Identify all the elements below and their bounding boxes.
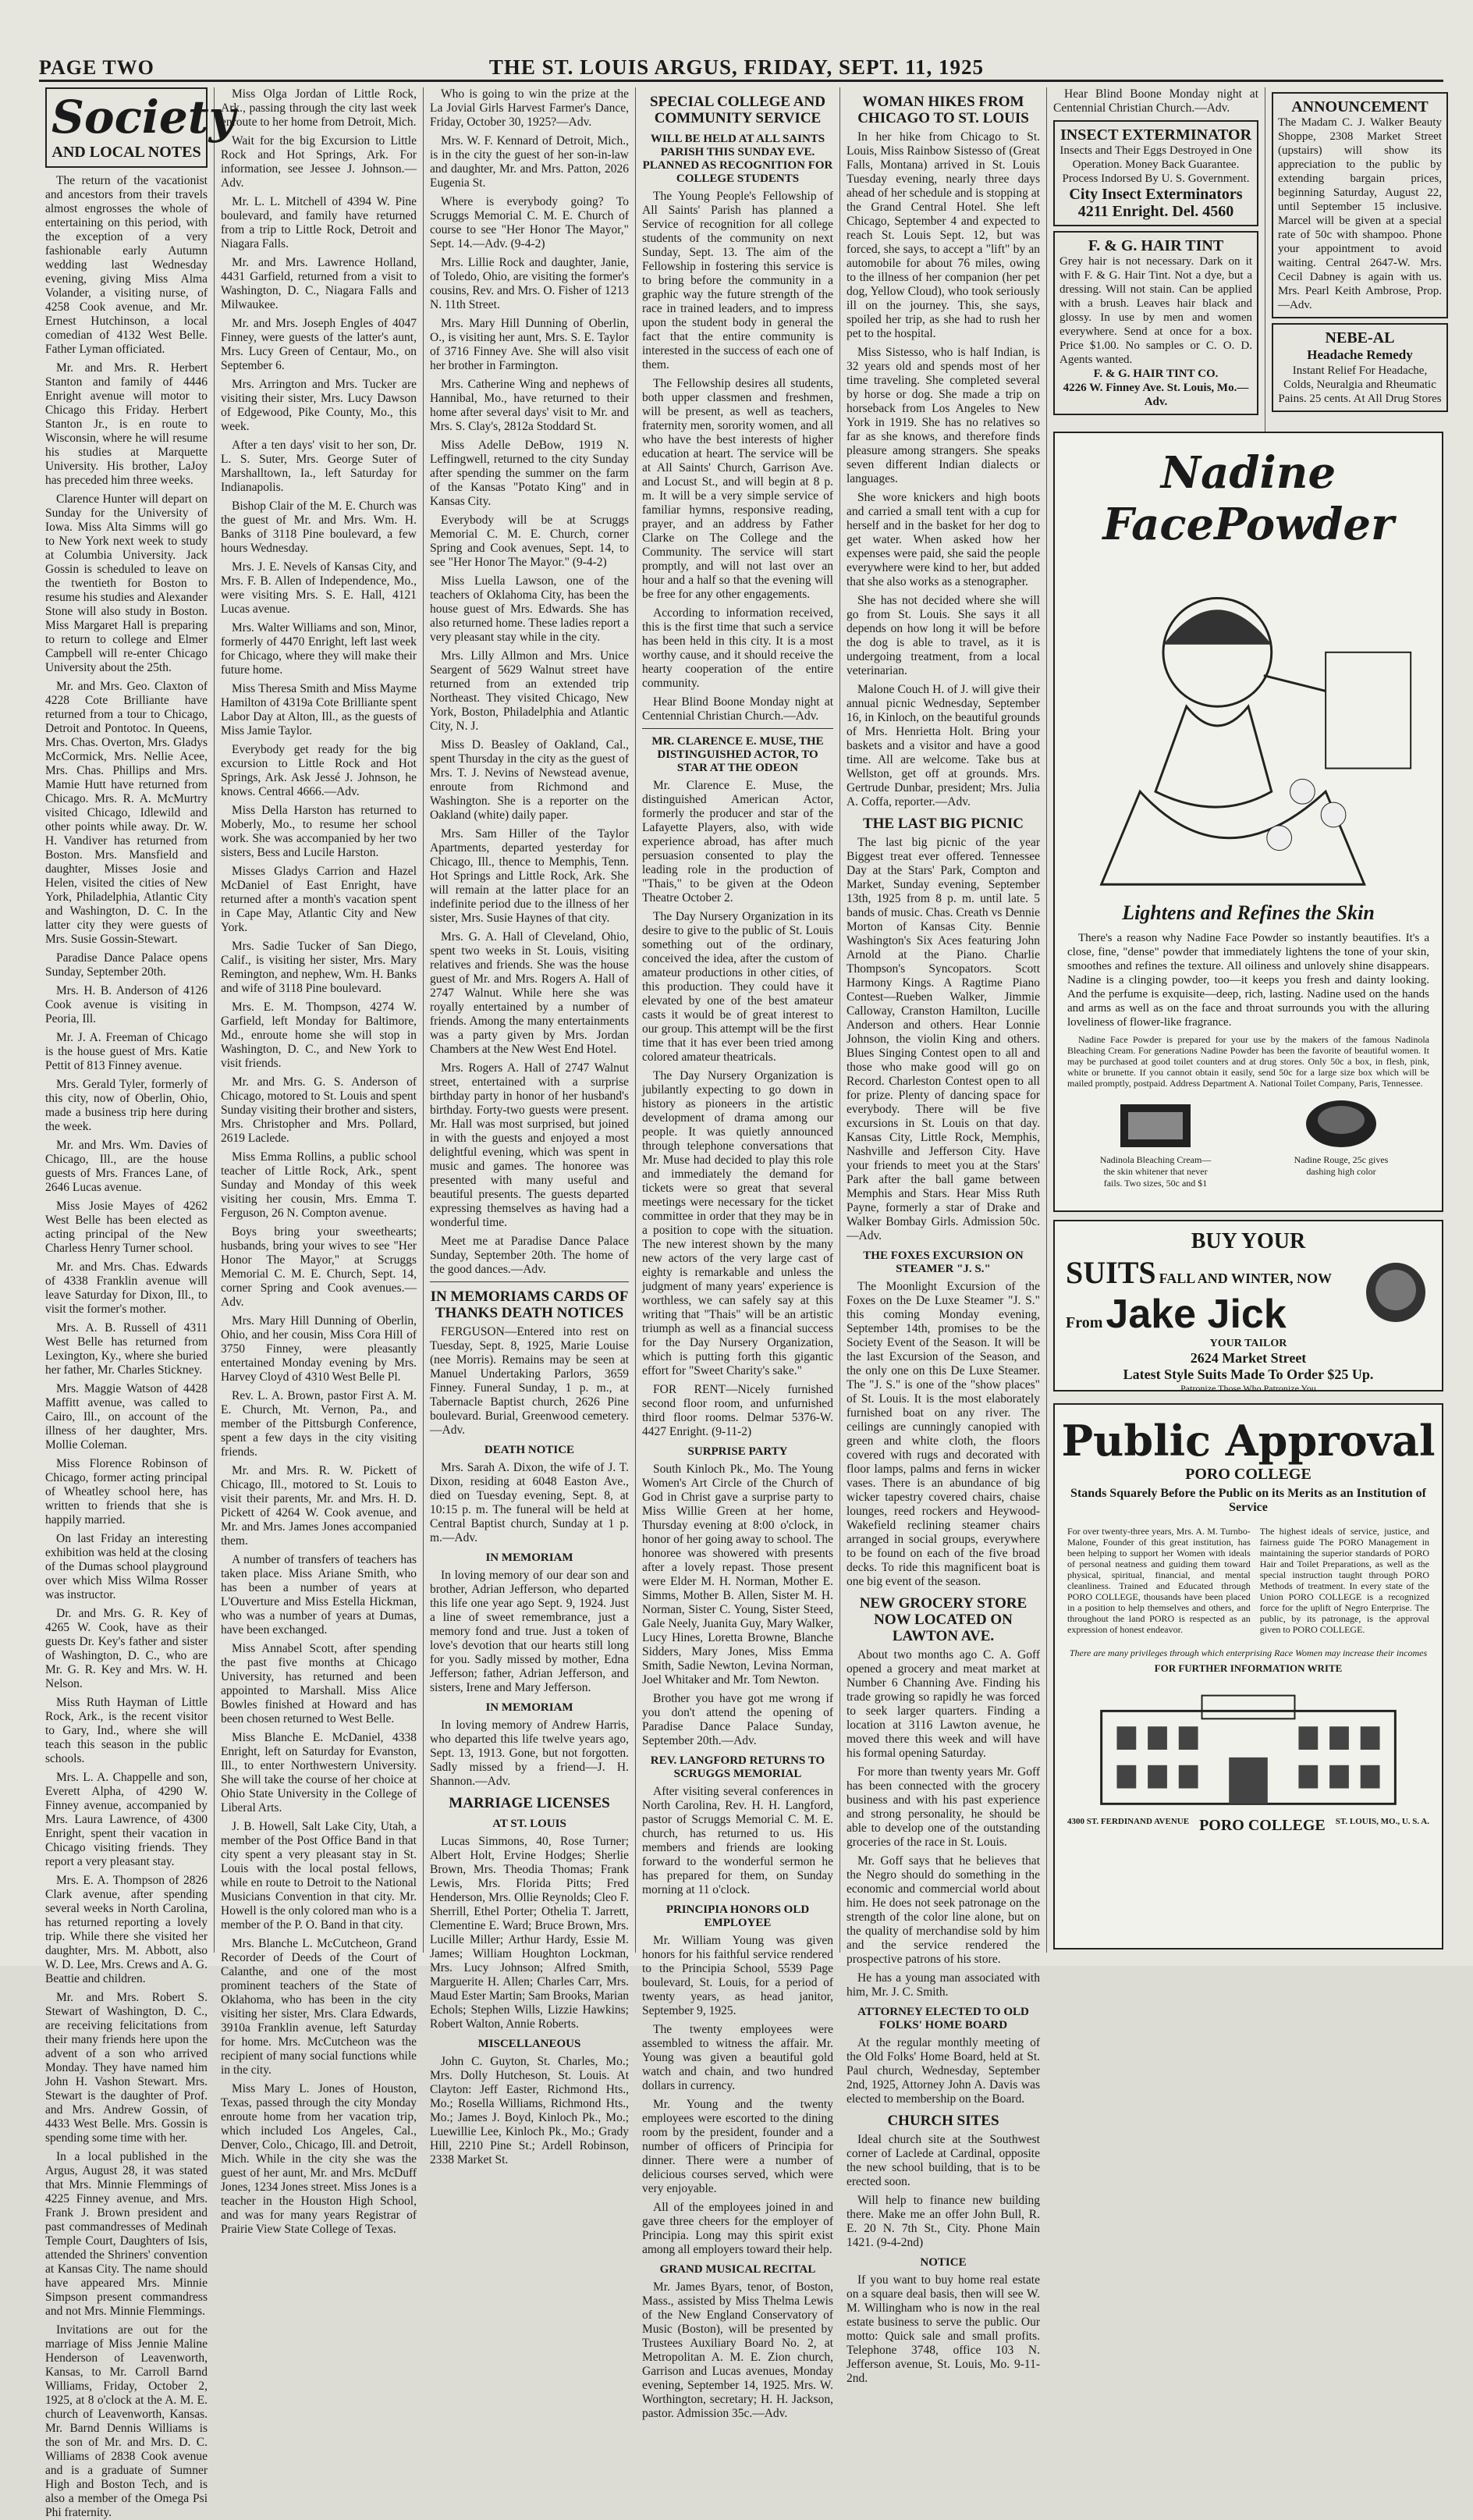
nebe-subtitle: Headache Remedy: [1307, 347, 1413, 362]
in-memoriam-heading: IN MEMORIAM: [485, 1551, 573, 1564]
nadine-face-powder-ad: [1053, 432, 1443, 1212]
news-item: Mr. and Mrs. Wm. Davies of Chicago, Ill., are the house guests of Mrs. Frances Lane, of 2646 Lucas avenue.: [45, 1139, 208, 1194]
notice-text: If you want to buy home real estate on a square deal basis, then will see W. M. Willingham who is now in the real estate business to serve the public. Our motto: Quick sale and small profits. Telephone 3748, office 103 N. Jefferson avenue, St. Louis, Mo. 9-11-2nd.: [847, 2273, 1040, 2385]
marriage-licenses: Lucas Simmons, 40, Rose Turner; Albert Holt, Ervine Hodges; Sherlie Brown, Mrs. Theodia Thomas; Frank Lewis, Mrs. Florida Pitts; Fred Henderson, Mrs. Ollie Reynolds; Cleo F. Sherrill, Ethel Porter; Othelia T. Jarrett, Clementine E. Ward; Bruce Brown, Mrs. Lucille Miller; Arthur Hardy, Essie M. James; William Houghton Lockman, Mrs. Lucy Johnson; Alfred Smith, Marguerite H. Allen; Charles Carr, Mrs. Maud Ester Martin; Sam Brooks, Marian Echols; Stephen Wills, Lizzie Hawkins; Robert Walton, Annie Roberts.: [430, 1835, 629, 2031]
news-item: J. B. Howell, Salt Lake City, Utah, a member of the Post Office Band in that city spent a very pleasant stay in St. Louis with the local postal fellows, while en route to Detroit to the National Musicians Convention in that city. Mr. Howell is the only colored man who is a member of the P. O. Band in that city.: [221, 1820, 417, 1932]
article-paragraph: The Day Nursery Organization is jubilantly expecting to go down in history as pioneers in the artistic development of drama among our people. It was quietly announced through telephone conversations that Mr. Muse had decided to play this role and immediately the demand for tickets were so great that several meetings were necessary for the ticket committee in order that they may be in a position to cope with the situation. The new interest shown by the many new actors of the very large cast of eighty is remarkable and unless the judgment of many years' experience is worthless, we can safely say at this writing that "Thais" will be an artistic triumph as well as a financial success for the Day Nursery Organization, which is putting forth this gigantic effort for "Sweet Charity's sake.": [642, 1069, 833, 1377]
news-item: Miss Theresa Smith and Miss Mayme Hamilton of 4319a Cote Brilliante spent Labor Day at Alton, Ill., as the guests of Miss Jamie Taylor.: [221, 682, 417, 738]
memoriam-ferguson: FERGUSON—Entered into rest on Tuesday, Sept. 8, 1925, Marie Louise (nee Morris). Remains may be seen at Manuel Undertaking Parlors, 3659 Finney. Funeral Sunday, 1 p. m., at Tabernacle Baptist church, 2626 Pine boulevard. Burial, Greenwood cemetery.—Adv.: [430, 1325, 629, 1437]
article-paragraph: Miss Sistesso, who is half Indian, is 32 years old and spends most of her time traveling. She completed several by horse or dog. She made a trip on horseback from Los Angeles to New York in 1919. She has no relatives so far as she knows, and therefore finds pleasure among strangers. She speaks seven different Indian dialects or languages.: [847, 346, 1040, 485]
news-item: Boys bring your sweethearts; husbands, bring your wives to see "Her Honor The Mayor," at Scruggs Memorial C. M. E. Church, Sept. 14, corner Spring and Cook avenues.—Adv.: [221, 1225, 417, 1309]
poro-college-name: PORO COLLEGE: [1185, 1466, 1312, 1483]
article-paragraph: He has a young man associated with him, Mr. J. C. Smith.: [847, 1971, 1040, 1999]
news-item: The return of the vacationist and ancestors from their travels almost engrosses the whole of entertaining on this period, with the exception of a very fashionable early Autumn wedding last Wednesday evening, giving Miss Alma Volander, a visiting nurse, of 4258 Cook avenue, and Mr. Ernest Hutchinson, a local comedian of 4132 West Belle. Father Lyman officiated.: [45, 174, 208, 356]
poro-title: Public Approval: [1061, 1416, 1436, 1466]
news-item: Mrs. Sadie Tucker of San Diego, Calif., is visiting her sister, Mrs. Mary Remington, and nephew, Wm. H. Banks and wife of 3118 Pine boulevard.: [221, 940, 417, 995]
nebe-title: NEBE-AL: [1325, 329, 1395, 347]
headline-college-service: SPECIAL COLLEGE AND COMMUNITY SERVICE: [650, 94, 825, 126]
headline-principia: PRINCIPIA HONORS OLD EMPLOYEE: [666, 1903, 810, 1929]
news-item: Dr. and Mrs. G. R. Key of 4265 W. Cook, have as their guests Dr. Key's father and sister of Washington, D. C., who are Mr. G. R. Key and Mrs. W. H. Nelson.: [45, 1607, 208, 1690]
jake-jick-tailor-ad: [1053, 1220, 1443, 1392]
article-paragraph: Mr. Clarence E. Muse, the distinguished American Actor, formerly the producer and star of the Lafayette Players, also, with wide experience abroad, has after much persuasion consented to play the leading role in the production of "Thais," to be given at the Odeon Theatre October 2.: [642, 779, 833, 905]
hair-ad-company: F. & G. HAIR TINT CO.: [1093, 368, 1219, 380]
news-item: Mr. and Mrs. Chas. Edwards of 4338 Franklin avenue will leave Saturday for Dixon, Ill., to visit the former's mother.: [45, 1260, 208, 1316]
column-2: [215, 87, 424, 2236]
news-item: Rev. L. A. Brown, pastor First A. M. E. Church, Mt. Vernon, Pa., and member of the Pittsburgh Conference, spent a few days in the city visiting friends.: [221, 1389, 417, 1459]
nadinola-cream: [1097, 1097, 1214, 1189]
article-paragraph: At the regular monthly meeting of the Old Folks' Home Board, held at St. Paul church, Wednesday, September 2nd, 1925, Attorney John A. Davis was elected to membership on the Board.: [847, 2036, 1040, 2106]
hair-ad-title: F. & G. HAIR TINT: [1088, 237, 1224, 254]
society-title: Society: [51, 91, 236, 144]
news-item: Clarence Hunter will depart on Sunday for the University of Iowa. Miss Alta Simms will go to New York next week to study at Columbia University. Jack Gossin is scheduled to leave on the twentieth for Boston to resume his studies and Alexander Stone will also study in Boston. Miss Margaret Hall is preparing to return to college and Elmer Campbell will re-enter Chicago University about the 25th.: [45, 492, 208, 674]
article-paragraph: She has not decided where she will go from St. Louis. She says it all depends on how long it will be before the dog is able to travel, as it is undergoing treatment, from a local veterinarian.: [847, 594, 1040, 677]
article-paragraph: The Young People's Fellowship of All Saints' Parish has planned a Service of recognition for all college students of the community on next Sunday, Sept. 13. The aim of the Fellowship in fostering this service is to bring before the community in a graphic way the future strength of the race in trained leaders, and to impress upon the student body in general the fact that the entire community is interested in the success of each one of them.: [642, 190, 833, 371]
article-paragraph: Mr. William Young was given honors for his faithful service rendered to the Principia School, 5539 Page boulevard, St. Louis, for a period of twenty years, as head janitor, September 9, 1925.: [642, 1934, 833, 2017]
article-paragraph: South Kinloch Pk., Mo. The Young Women's Art Circle of the Church of God in Christ gave a surprise party to Miss Willie Green at her home, Thursday evening at 8:00 o'clock, in honor of her going away to school. The honoree was showered with presents after a lovely repast. Those present were Elder M. H. Norman, Mother E. Simms, Mother B. Allen, Sister M. H. Norman, Sister C. Young, Sister Steed, Gale Neely, Juanita Guy, Mary Walker, Lucy Hines, Loretta Browne, Blanche Sidders, Mary Jones, Miss Emma Smith, Sadie Newton, Levina Norman, Joel Whitaker and Mr. Tom Newton.: [642, 1463, 833, 1687]
headline-recital: GRAND MUSICAL RECITAL: [659, 2263, 816, 2276]
jake-tailor: YOUR TAILOR: [1209, 1338, 1287, 1349]
news-item: Mrs. H. B. Anderson of 4126 Cook avenue is visiting in Peoria, Ill.: [45, 984, 208, 1025]
news-item: Mr. and Mrs. G. S. Anderson of Chicago, motored to St. Louis and spent Sunday visiting their brother and sisters, Mrs. Christopher and Mrs. Pollard, 2619 Laclede.: [221, 1075, 417, 1145]
article-paragraph: Mr. Goff says that he believes that the Negro should do something in the economic and commercial world about him. He does not seek patronage on the strength of the color line alone, but on the quality of merchandise sold by him and the service rendered the prospective patrons of his store.: [847, 1854, 1040, 1966]
column-7: [1265, 87, 1454, 405]
in-memoriam-heading-2: IN MEMORIAM: [485, 1701, 573, 1714]
hair-ad-address: 4226 W. Finney Ave. St. Louis, Mo.—Adv.: [1063, 382, 1249, 408]
news-item: Miss Florence Robinson of Chicago, former acting principal of Wheatley school here, has written to friends that she is happily married.: [45, 1457, 208, 1527]
news-item: Mr. and Mrs. Lawrence Holland, 4431 Garfield, returned from a visit to Washington, D. C., Niagara Falls and Milwaukee.: [221, 256, 417, 311]
article-paragraph: The Fellowship desires all students, both upper classmen and freshmen, will be present, as well as teachers, fraternity men, sorority women, and all who have the best interests of higher education at heart. The service will be at All Saints' Church, Garrison Ave. and Locust St., and will begin at 8 p. m. It will be a very simple service of familiar hymns, responsive reading, prayer, and an address by Father Clarke on The College and the Community. The service will start promptly, and will not last over an hour and a half so that the evening will be free for any other engagements.: [642, 377, 833, 601]
nadine-slogan: Lightens and Refines the Skin: [1122, 901, 1375, 924]
death-notice-heading: DEATH NOTICE: [484, 1444, 575, 1456]
news-item: Mrs. Gerald Tyler, formerly of this city, now of Oberlin, Ohio, made a business trip here during the week.: [45, 1078, 208, 1133]
nebe-body: Instant Relief For Headache, Colds, Neuralgia and Rheumatic Pains. 25 cents. At All Drug Stores: [1278, 364, 1442, 405]
tailor-portrait-icon: [1361, 1257, 1431, 1335]
jake-buy: BUY YOUR: [1191, 1229, 1306, 1253]
nadine-products: [1063, 1097, 1434, 1189]
local-notes-2: [430, 87, 629, 1277]
article-paragraph: Malone Couch H. of J. will give their annual picnic Wednesday, September 16, in Kinloch, on the beautiful grounds of Mrs. Henrietta Holt. Bring your baskets and a visitor and have a good time. All are welcome. Take bus at Wellston, get off at grounds. Mrs. Gertrude Dunbar, president; Mrs. Julia A. Coffa, reporter.—Adv.: [847, 683, 1040, 809]
news-item: Where is everybody going? To Scruggs Memorial C. M. E. Church of course to see "Her Honor The Mayor," Sept. 14.—Adv. (9-4-2): [430, 195, 629, 251]
in-memoriam-2: In loving memory of Andrew Harris, who departed this life twelve years ago, Sept. 13, 1913. Gone, but not forgotten. Sadly missed by a friend—J. H. Shannon.—Adv.: [430, 1719, 629, 1788]
news-item: Miss Josie Mayes of 4262 West Belle has been elected as acting principal of the New Charless Henry Turner school.: [45, 1200, 208, 1255]
article-paragraph: Mr. Young and the twenty employees were escorted to the dining room by the president, founder and a number of officers of Principia for dinner. There were a number of delicious courses served, which were very enjoyable.: [642, 2098, 833, 2195]
poro-right: The highest ideals of service, justice, and fairness guide The PORO Management in maintaining the superior standards of PORO Hair and Toilet Preparations, as well as the special instruction taught through PORO Methods of treatment. In every state of the Union PORO COLLEGE is a recognized force for the uplift of Negro Enterprise. The public, by its patronage, is the approval given to PORO COLLEGE.: [1259, 1526, 1429, 1635]
news-item: Mrs. Walter Williams and son, Minor, formerly of 4470 Enright, left last week for Chicago, where they will make their future home.: [221, 621, 417, 677]
news-item: Mrs. L. A. Chappelle and son, Everett Alpha, of 4290 W. Finney avenue, accompanied by Mrs. Laura Lawrence, of 4300 Enright, spent their vacation in Chicago visiting friends. They report a very pleasant stay.: [45, 1771, 208, 1868]
news-item: Mr. and Mrs. R. Herbert Stanton and family of 4446 Enright avenue will motor to Chicago this Friday. Herbert Stanton Jr., is en route to Wisconsin, where he will resume his studies at Marquette University. His brother, LaJoy has preceded him three weeks.: [45, 361, 208, 487]
subhead-college-service: WILL BE HELD AT ALL SAINTS PARISH THIS SUNDAY EVE. PLANNED AS RECOGNITION FOR COLLEGE STUDENTS: [642, 133, 833, 185]
local-notes: [221, 87, 417, 2237]
poro-stands: Stands Squarely Before the Public on its Merits as an Institution of Service: [1070, 1487, 1426, 1514]
insect-ad-address: 4211 Enright. Del. 4560: [1077, 203, 1234, 220]
jake-small: Patronize Those Who Patronize You: [1180, 1383, 1316, 1394]
news-item: Paradise Dance Palace opens Sunday, September 20th.: [45, 951, 208, 979]
nadine-fine-print: Nadine Face Powder is prepared for your use by the makers of the famous Nadinola Bleaching Cream. For generations Nadine Powder has been the favorite of beautiful women. It may be purchased at good toilet counters and at drug stores. Only 50c a box, in flesh, pink, white or brunette. If you cannot obtain it easily, send 50c for a large size box which will be mailed promptly, postpaid. Address Department A. National Toilet Company, Paris, Tennessee.: [1067, 1034, 1429, 1089]
news-item: Mr. and Mrs. Joseph Engles of 4047 Finney, were guests of the latter's aunt, Mrs. Lucy Green of Centaur, Mo., on September 6.: [221, 317, 417, 372]
college-building-icon: [1070, 1679, 1426, 1812]
memoriams-heading: IN MEMORIAMS CARDS OF THANKS DEATH NOTICES: [430, 1288, 629, 1321]
article-paragraph: Will help to finance new building there. Make me an offer John Bull, R. E. 20 N. 7th St., City. Phone Main 1421. (9-4-2nd): [847, 2194, 1040, 2249]
prod2-label: Nadine Rouge, 25c gives dashing high color: [1294, 1154, 1389, 1177]
news-item: After a ten days' visit to her son, Dr. L. S. Suter, Mrs. George Suter of Marshalltown, Ia., left Saturday for Indianapolis.: [221, 439, 417, 494]
headline-langford: REV. LANGFORD RETURNS TO SCRUGGS MEMORIAL: [650, 1754, 825, 1780]
headline-attorney: ATTORNEY ELECTED TO OLD FOLKS' HOME BOARD: [857, 2006, 1029, 2031]
nebe-al-ad: [1272, 323, 1448, 412]
news-item: Wait for the big Excursion to Little Rock and Hot Springs, Ark. For information, see Jessee J. Johnson.—Adv.: [221, 134, 417, 190]
news-item: Invitations are out for the marriage of Miss Jennie Maline Henderson of Leavenworth, Kansas, to Mr. Carroll Barnd Williams, Friday, October 2, 1925, at 8 o'clock at the A. M. E. church of Leavenworth, Kansas. Mr. Barnd Dennis Williams is the son of Mr. and Mrs. D. C. Williams of 2838 Cook avenue and is a graduate of Sumner High and Boston Tech, and is also a member of the Omega Psi Phi fraternity.: [45, 2323, 208, 2519]
jake-address: 2624 Market Street: [1190, 1350, 1307, 1366]
poro-building-illustration: [1070, 1679, 1426, 1812]
article-paragraph: In her hike from Chicago to St. Louis, Miss Rainbow Sistesso of (Great Falls, Montana) arrived in St. Louis Tuesday evening, nearly three days ahead of her schedule and is stopping at the Grand Central Hotel. She left Chicago, September 4 and expected to reach St. Louis Sept. 12, but was forced, she says, to accept a "lift" by an automobile for about 76 miles, owing to the illness of her companion (her pet dog, Yellow Cloud), who took seriously ill on the journey. This, she says, spoiled her trip, as she had to rush her pet to the hospital.: [847, 130, 1040, 340]
poro-address: 4300 ST. FERDINAND AVENUE: [1067, 1817, 1190, 1826]
jake-name: Jake Jick: [1106, 1292, 1287, 1337]
article-paragraph: Ideal church site at the Southwest corner of Laclede at Cardinal, opposite the new school building, that is to be erected soon.: [847, 2133, 1040, 2188]
announcement-title: ANNOUNCEMENT: [1291, 98, 1429, 116]
poro-college-ad: [1053, 1403, 1443, 1950]
misc-heading: MISCELLANEOUS: [477, 2038, 581, 2050]
news-item: Mrs. Lillie Rock and daughter, Janie, of Toledo, Ohio, are visiting the former's cousins, Rev. and Mrs. O. Fisher of 1213 N. 11th Street.: [430, 256, 629, 311]
news-item: Mrs. A. B. Russell of 4311 West Belle has returned from Lexington, Ky., where she buried her father, Mr. Charles Stickney.: [45, 1321, 208, 1377]
marriage-subheading: AT ST. LOUIS: [492, 1818, 566, 1830]
poro-info: FOR FURTHER INFORMATION WRITE: [1154, 1662, 1343, 1674]
news-item: Miss D. Beasley of Oakland, Cal., spent Thursday in the city as the guest of Mrs. T. J. Nevins of Newstead avenue, enroute from Richmond and Washington. She is a reporter on the Oakland (white) daily paper.: [430, 738, 629, 822]
article-paragraph: The Moonlight Excursion of the Foxes on the De Luxe Steamer "J. S." this coming Monday evening, September 14th, promises to be the Society Event of the Season. It will be the last Excursion of the Season, and the only one on this De Luxe Steamer. The "J. S." is one of the "show places" of St. Louis. It is the most elaborately furnished boat on any river. The ceilings are cunningly canopied with green and white cloth, the floors covered with rugs and decorated with floor lamps, palms and ferns in wicker vases. There is an abundance of big wicker tapestry covered chairs, chaise lounges, reed rockers and Heywood-Wakefield reclining steamer chairs arranged in social groups, everywhere to be found on each of the five broad decks. To ride this magnificent boat is one big event of the season.: [847, 1280, 1040, 1588]
woman-powdering-icon: [1070, 558, 1426, 894]
headline-surprise-party: SURPRISE PARTY: [687, 1445, 788, 1458]
poro-footer-note: There are many privileges through which enterprising Race Women may increase their incomes: [1069, 1647, 1428, 1658]
hair-tint-ad: [1053, 231, 1258, 415]
prod1-label: Nadinola Bleaching Cream—the skin whitener that never fails. Two sizes, 50c and $1: [1099, 1154, 1212, 1189]
news-item: Miss Adelle DeBow, 1919 N. Leffingwell, returned to the city Sunday after spending the summer on the farm of the Kansas "Potato King" and in Kansas City.: [430, 439, 629, 508]
nadine-body: There's a reason why Nadine Face Powder so instantly beautifies. It's a close, fine, "dense" powder that immediately lightens the tone of your skin, smoothes and refines the texture. All oiliness and unlovely shine disappears. Nadine is a clinging powder, too—it keeps you fresh and dainty looking. And the perfume is exquisite—deep, rich, lasting. Nadine used on the hands and arms as well as on the face and throat surrounds you with the alluring loveliness of flower-like fragrance.: [1067, 932, 1429, 1029]
marriage-heading: MARRIAGE LICENSES: [449, 1795, 610, 1811]
masthead: [39, 48, 1443, 82]
headline-muse: MR. CLARENCE E. MUSE, THE DISTINGUISHED ACTOR, TO STAR AT THE ODEON: [651, 735, 824, 774]
headline-grocery: NEW GROCERY STORE NOW LOCATED ON LAWTON AVE.: [859, 1595, 1028, 1644]
poro-bottom-name: PORO COLLEGE: [1199, 1817, 1326, 1834]
jake-season: FALL AND WINTER, NOW: [1159, 1271, 1332, 1286]
news-item: Miss Luella Lawson, one of the teachers of Oklahoma City, has been the house guest of Mrs. Edwards. She has also returned home. These ladies report a very pleasant stay while in the city.: [430, 574, 629, 644]
column-1: [39, 87, 236, 2519]
article-paragraph: Hear Blind Boone Monday night at Centennial Christian Church.—Adv.: [642, 695, 833, 723]
news-item: Mrs. Arrington and Mrs. Tucker are visiting their sister, Mrs. Lucy Dawson of Edgewood, Pike County, Mo., this week.: [221, 378, 417, 433]
poro-city: ST. LOUIS, MO., U. S. A.: [1335, 1817, 1429, 1826]
insect-ad-body: Insects and Their Eggs Destroyed in One Operation. Money Back Guarantee. Process Indorsed By U. S. Government.: [1059, 144, 1252, 185]
nadine-rouge: [1283, 1097, 1400, 1189]
column-4: [636, 87, 840, 2420]
article-paragraph: The Day Nursery Organization in its desire to give to the public of St. Louis something out of the ordinary, conceived the idea, after the custom of amateur productions in other cities, of this production. They could have it elevated by one of the best amateur casts it would be of great interest to our group. This attempt will be the first time that it has ever been tried among colored amateur theatricals.: [642, 910, 833, 1064]
insect-exterminator-ad: [1053, 120, 1258, 226]
insect-ad-title: INSECT EXTERMINATOR: [1059, 126, 1252, 144]
society-subtitle: AND LOCAL NOTES: [51, 144, 201, 161]
article-paragraph: She wore knickers and high boots and carried a small tent with a cup for herself and in the basket for her dog to get water. When asked how her expenses were paid, she said the people everywhere were kind to her, but added that she also works as a stenographer.: [847, 491, 1040, 588]
news-item: In a local published in the Argus, August 28, it was stated that Mrs. Minnie Flemmings of 4225 Finney avenue, and Mrs. Frank J. Brown president and past commandresses of Medinah Temple Court, Daughters of Isis, attended the Shriners' convention at Kansas City. The name should have appeared Mrs. Minnie Simpson present commandress and not Mrs. Minnie Flemmings.: [45, 2150, 208, 2318]
article-paragraph: Brother you have got me wrong if you don't attend the opening of Paradise Dance Palace Sunday, September 20th.—Adv.: [642, 1692, 833, 1747]
jake-suits: SUITS: [1066, 1255, 1156, 1290]
page-number: PAGE TWO: [39, 56, 154, 79]
news-item: On last Friday an interesting exhibition was held at the closing of the Dumas school playground over which Miss Wilma Rosser was instructor.: [45, 1532, 208, 1601]
news-item: Mrs. J. E. Nevels of Kansas City, and Mrs. F. B. Allen of Independence, Mo., were visiting Mrs. S. E. Hall, 4121 Lucas avenue.: [221, 560, 417, 616]
woman-illustration: [1070, 558, 1426, 894]
announcement-ad: [1272, 92, 1448, 318]
news-item: Miss Ruth Hayman of Little Rock, Ark., is the recent visitor to Gary, Ind., where she will teach this season in the public schools.: [45, 1696, 208, 1765]
news-item: Misses Gladys Carrion and Hazel McDaniel of East Enright, have returned after a month's vacation spent in Cape May, Atlantic City and New York.: [221, 865, 417, 934]
blind-boone-note: Hear Blind Boone Monday night at Centennial Christian Church.—Adv.: [1053, 87, 1258, 115]
news-item: Meet me at Paradise Dance Palace Sunday, September 20th. The home of the good dances.—Adv.: [430, 1235, 629, 1276]
column-5: [840, 87, 1047, 2385]
poro-body: [1055, 1518, 1442, 1647]
news-item: Miss Mary L. Jones of Houston, Texas, passed through the city Monday enroute home from her vacation trip, which included Los Angeles, Cal., Denver, Colo., Chicago, Ill. and Detroit, Mich. While in the city she was the guest of her aunt, Mr. and Mrs. McDuff Jones, 1234 Jones street. Miss Jones is a teacher in the Houston High School, and was for many years Registrar of Prairie View State College of Texas.: [221, 2082, 417, 2236]
news-item: Mrs. G. A. Hall of Cleveland, Ohio, spent two weeks in St. Louis, visiting relatives and friends. She was the house guest of Mr. and Mrs. Rogers A. Hall of 2747 Walnut. While here she was royally entertained by a number of friends. Among the many entertainments was a party given by Mrs. Jordan Chambers at the New West End Hotel.: [430, 930, 629, 1056]
news-item: Mrs. Catherine Wing and nephews of Hannibal, Mo., have returned to their home after several days' visit to Mr. and Mrs. S. Clay's, 2812a Stoddard St.: [430, 378, 629, 433]
society-header: [45, 87, 236, 168]
rouge-box-icon: [1298, 1097, 1384, 1151]
article-paragraph: For more than twenty years Mr. Goff has been connected with the grocery business and with his past experience and strong personality, he should be able to develop one of the outstanding groceries of the race in St. Louis.: [847, 1765, 1040, 1849]
news-item: Mr. and Mrs. Geo. Claxton of 4228 Cote Brilliante have returned from a tour to Chicago, Detroit and Pontotoc. In Queens, Mrs. Chas. Overton, Mrs. Gladys McCormick, Mrs. Nellie Acee, Mrs. Chas. Phillips and Mrs. Mamie Hutt have returned from Chicago. Mrs. R. A. McMurtry visited Chicago, Idlewild and other points while away. Dr. W. H. Vandiver has returned from Boston. Mrs. Mansfield and daughter, Misses Josie and Helen, visited the cities of New York, Philadelphia, Atlantic City and Washington, D. C. In the latter city they were guests of Mrs. Susie Gossin-Stewart.: [45, 680, 208, 946]
insect-ad-company: City Insect Exterminators: [1069, 186, 1243, 203]
news-item: Mrs. Mary Hill Dunning of Oberlin, Ohio, and her cousin, Miss Cora Hill of 3750 Finney, were pleasantly entertained Monday evening by Mrs. Harvey Cloyd of 4310 West Belle Pl.: [221, 1314, 417, 1384]
headline-woman-hikes: WOMAN HIKES FROM CHICAGO TO ST. LOUIS: [857, 94, 1029, 126]
announcement-body: The Madam C. J. Walker Beauty Shoppe, 2308 Market Street (upstairs) will show its appreciation to the public by extending bargain prices, beginning Saturday, August 22, until September 15 inclusive. Marcel will be given at a special rate of 50c with shampoo. Phone your appointment to avoid waiting. Central 2647-W. Mrs. Cecil Dabney is again with us. Mrs. Pearl Keith Ambrose, Prop.—Adv.: [1278, 116, 1442, 311]
news-item: Everybody get ready for the big excursion to Little Rock and Hot Springs, Ark. Ask Jessé J. Johnson, he knows. Central 4666.—Adv.: [221, 743, 417, 798]
hair-ad-body: Grey hair is not necessary. Dark on it with F. & G. Hair Tint. Not a dye, but a dressing. Will not stain. Can be applied with a brush. Leaves hair black and glossy. In use by men and women everywhere. Send at once for a box. Price $1.00. No samples or C. O. D. Agents wanted.: [1059, 255, 1252, 366]
death-notice: Mrs. Sarah A. Dixon, the wife of J. T. Dixon, residing at 6048 Easton Ave., died on Tuesday evening, Sept. 8, at 10:15 p. m. The funeral will be held at Central Baptist church, Sunday at 1 p. m.—Adv.: [430, 1461, 629, 1544]
misc-licenses: John C. Guyton, St. Charles, Mo.; Mrs. Dolly Hutcheson, St. Louis. At Clayton: Jeff Easter, Richmond Hts., Mo.; Rosella Williams, Richmond Hts., Mo.; James J. Boyd, Kinloch Pk., Mo.; Luewillie Lee, Kinloch Pk., Mo.; Grady Hill, 2210 Pine St.; Ardell Robinson, 2338 Market St.: [430, 2055, 629, 2166]
news-item: Mr. and Mrs. Robert S. Stewart of Washington, D. C., are receiving felicitations from their many friends here upon the advent of a son who arrived Monday. They have named him John H. Vashon Stewart. Mrs. Stewart is the daughter of Prof. and Mrs. Andrew Gossin, of 4433 West Belle. Mrs. Gossin is spending some time with her.: [45, 1991, 208, 2145]
article-paragraph: The twenty employees were assembled to witness the affair. Mr. Young was given a beautiful gold watch and chain, and two hundred dollars in currency.: [642, 2023, 833, 2092]
news-item: Mrs. Maggie Watson of 4428 Maffitt avenue, was called to Cairo, Ill., on account of the illness of her daughter, Mrs. Mollie Coleman.: [45, 1382, 208, 1452]
poro-left: For over twenty-three years, Mrs. A. M. Turnbo-Malone, Founder of this great institution, has been helping to support her Women with ideals of personal neatness and guiding them toward physical, spiritual, financial, and mental cleanliness. Trained and Educated through PORO COLLEGE, thousands have been placed in a position to help themselves and others, and throughout the land PORO is respected as an expression of honest endeavor.: [1067, 1526, 1251, 1635]
news-item: Mrs. Lilly Allmon and Mrs. Unice Seargent of 5629 Walnut street have returned from an extended trip Northeast. They visited Chicago, New York, Boston, Philadelphia and Atlantic City, N. J.: [430, 649, 629, 733]
headline-last-picnic: THE LAST BIG PICNIC: [862, 816, 1024, 832]
article-paragraph: The last big picnic of the year Biggest treat ever offered. Tennessee Day at the Stars' Park, Compton and Market, Sunday evening, September 13th, 1925 from 8 p. m. until late. 5 bands of music. Chas. Creath vs Dennie Morton of Kansas City. Bennie Washington's Six Aces featuring John Arnold at the Piano. Charlie Thompson's Syncopators. Scott Harmony Kings. A Ragtime Piano Contest—Rueben Walker, Jimmie Calloway, Cranston Hamilton, Lucille Anderson and others. Hear Lonnie Johnson, the violin King and others. Blues Singing Contest open to all and those who make good will go on Record. Charleston Contest open to all for prize. Plenty of dancing space for everybody. There will be five excursions in St. Louis on that day. Kansas City, Little Rock, Memphis, Nashville and Jefferson City. Have your friends to meet you at the Stars' Park after the ball game between Memphis and Stars. Hear Miss Ruth Payne, formerly a star of Drake and Walker Bombay Girls. Admission 50c.—Adv.: [847, 836, 1040, 1242]
article-paragraph: About two months ago C. A. Goff opened a grocery and meat market at Number 6 Channing Ave. Finding his trade growing so rapidly he was forced to seek larger quarters. Finding a location at 3116 Lawton avenue, he moved there this week and will have his formal opening Saturday.: [847, 1648, 1040, 1760]
news-item: Miss Olga Jordan of Little Rock, Ark., passing through the city last week enroute to her home from Detroit, Mich.: [221, 87, 417, 129]
news-item: Miss Della Harston has returned to Moberly, Mo., to resume her school work. She was accompanied by her two sisters, Bess and Lucile Harston.: [221, 804, 417, 859]
news-item: Bishop Clair of the M. E. Church was the guest of Mr. and Mrs. Wm. H. Banks of 3118 Pine boulevard, a few hours Wednesday.: [221, 499, 417, 555]
headline-church-sites: CHURCH SITES: [887, 2113, 999, 2129]
news-item: Mrs. W. F. Kennard of Detroit, Mich., is in the city the guest of her son-in-law and daughter, Mr. and Mrs. Patton, 2026 Eugenia St.: [430, 134, 629, 190]
jake-line: Latest Style Suits Made To Order $25 Up.: [1123, 1367, 1374, 1382]
in-memoriam-1: In loving memory of our dear son and brother, Adrian Jefferson, who departed this life one year ago Sept. 9, 1924. Just a line of sweet remembrance, just a memory fond and true. Just a token of love's devotion that our hearts still long for you. Sadly missed by mother, Edna Jefferson; father, Adrian Jefferson, and sisters, Irene and Mary Jefferson.: [430, 1569, 629, 1694]
nadine-title: Nadine FacePowder: [1102, 447, 1394, 550]
column-3: [424, 87, 636, 2166]
news-item: Mrs. Sam Hiller of the Taylor Apartments, departed yesterday for Chicago, Ill., thence to Memphis, Tenn. Hot Springs and Little Rock, Ark. She will remain at the latter place for an indefinite period due to the illness of her sister, Mrs. Susie Haynes of that city.: [430, 827, 629, 925]
news-item: Mrs. Blanche L. McCutcheon, Grand Recorder of Deeds of the Court of Calanthe, and one of the most prominent teachers of the State of Oklahoma, who has been in the city visiting her sister, Mrs. Clara Edwards, 3910a Franklin avenue, left Saturday for home. Mrs. McCutcheon was the recipient of many social functions while in the city.: [221, 1937, 417, 2077]
headline-foxes-excursion: THE FOXES EXCURSION ON STEAMER "J. S.": [863, 1249, 1024, 1275]
article-paragraph: According to information received, this is the first time that such a service has been held in this city. It is a most worthy cause, and it should receive the hearty cooperation of the entire community.: [642, 606, 833, 690]
notice-heading: NOTICE: [920, 2256, 967, 2269]
cream-jar-icon: [1113, 1097, 1198, 1151]
news-item: A number of transfers of teachers has taken place. Miss Ariane Smith, who has been a number of years at L'Ouverture and Miss Estella Hickman, who was a number of years at Dumas, have been exchanged.: [221, 1553, 417, 1637]
article-paragraph: All of the employees joined in and gave three cheers for the employer of Principia. Long may this spirit exist among all employers toward their help.: [642, 2201, 833, 2256]
news-item: Mrs. E. M. Thompson, 4274 W. Garfield, left Monday for Baltimore, Md., enroute home she will stop in Washington, D. C., and New York to visit friends.: [221, 1001, 417, 1070]
news-item: Miss Annabel Scott, after spending the past five months at Chicago University, has returned and been appointed to Marshall. Miss Alice Bowles finished at Howard and has been chosen returned to West Belle.: [221, 1642, 417, 1726]
society-notes: [45, 174, 208, 2520]
news-item: Mrs. Rogers A. Hall of 2747 Walnut street, entertained with a surprise birthday party in honor of her husband's birthday. Forty-two guests were present. Mr. Hall was most surprised, but joined in with the guests and enjoyed a most delightful evening, which was spent in music and games. The honoree was presented with many useful and beautiful presents. The guests departed expressing themselves as having had a wonderful time.: [430, 1061, 629, 1229]
jake-from: From: [1066, 1314, 1103, 1331]
news-item: Mrs. Mary Hill Dunning of Oberlin, O., is visiting her aunt, Mrs. S. E. Taylor of 3716 Finney Ave. She will also visit her brother in Farmington.: [430, 317, 629, 372]
news-item: Mr. J. A. Freeman of Chicago is the house guest of Mrs. Katie Pettit of 813 Finney avenue.: [45, 1031, 208, 1072]
news-item: Miss Blanche E. McDaniel, 4338 Enright, left on Saturday for Evanston, Ill., to enter Northwestern University. She will take the course of her choice at Ohio State University in the College of Liberal Arts.: [221, 1731, 417, 1814]
article-paragraph: After visiting several conferences in North Carolina, Rev. H. H. Langford, pastor of Scruggs Memorial C. M. E. church, has returned to us. His members and friends are looking forward to the wonderful sermon he has prepared for them, on Sunday morning at 11 o'clock.: [642, 1785, 833, 1896]
poro-footer: [1055, 1817, 1442, 1835]
news-item: Miss Emma Rollins, a public school teacher of Little Rock, Ark., spent Sunday and Monday of this week visiting her cousin, Mrs. Emma T. Ferguson, 26 N. Compton avenue.: [221, 1150, 417, 1220]
news-item: Mrs. E. A. Thompson of 2826 Clark avenue, after spending several weeks in North Carolina, has returned reporting a lovely trip. While there she visited her daughter, Mrs. M. Abbott, also W. D. Lee, Mrs. Crews and A. G. Beattie and children.: [45, 1874, 208, 1985]
news-item: Who is going to win the prize at the La Jovial Girls Harvest Farmer's Dance, Friday, October 30, 1925?—Adv.: [430, 87, 629, 129]
news-item: Mr. L. L. Mitchell of 4394 W. Pine boulevard, and family have returned from a trip to Little Rock, Detroit and Niagara Falls.: [221, 195, 417, 251]
article-paragraph: Mr. James Byars, tenor, of Boston, Mass., assisted by Miss Thelma Lewis of the New England Conservatory of Music (Boston), will be presented by Trustees Auxiliary Board No. 2, at Metropolitan A. M. E. Zion church, Garrison and Lucas avenues, Monday evening, September 14, 1925. Mrs. W. Worthington, secretary; H. H. Jackson, pastor. Admission 35c.—Adv.: [642, 2280, 833, 2420]
news-item: Mr. and Mrs. R. W. Pickett of Chicago, Ill., motored to St. Louis to visit their parents, Mr. and Mrs. H. D. Pickett of 4264 W. Cook avenue, and Mr. and Mrs. James Jones accompanied them.: [221, 1464, 417, 1548]
article-paragraph: FOR RENT—Nicely furnished second floor room, and unfurnished third floor rooms. Delmar 5376-W. 4427 Enright. (9-11-2): [642, 1383, 833, 1438]
newspaper-title: THE ST. LOUIS ARGUS, FRIDAY, SEPT. 11, 1925: [488, 55, 985, 79]
news-item: Everybody will be at Scruggs Memorial C. M. E. Church, corner Spring and Cook avenues, Sept. 14, to see "Her Honor The Mayor." (9-4-2): [430, 514, 629, 569]
